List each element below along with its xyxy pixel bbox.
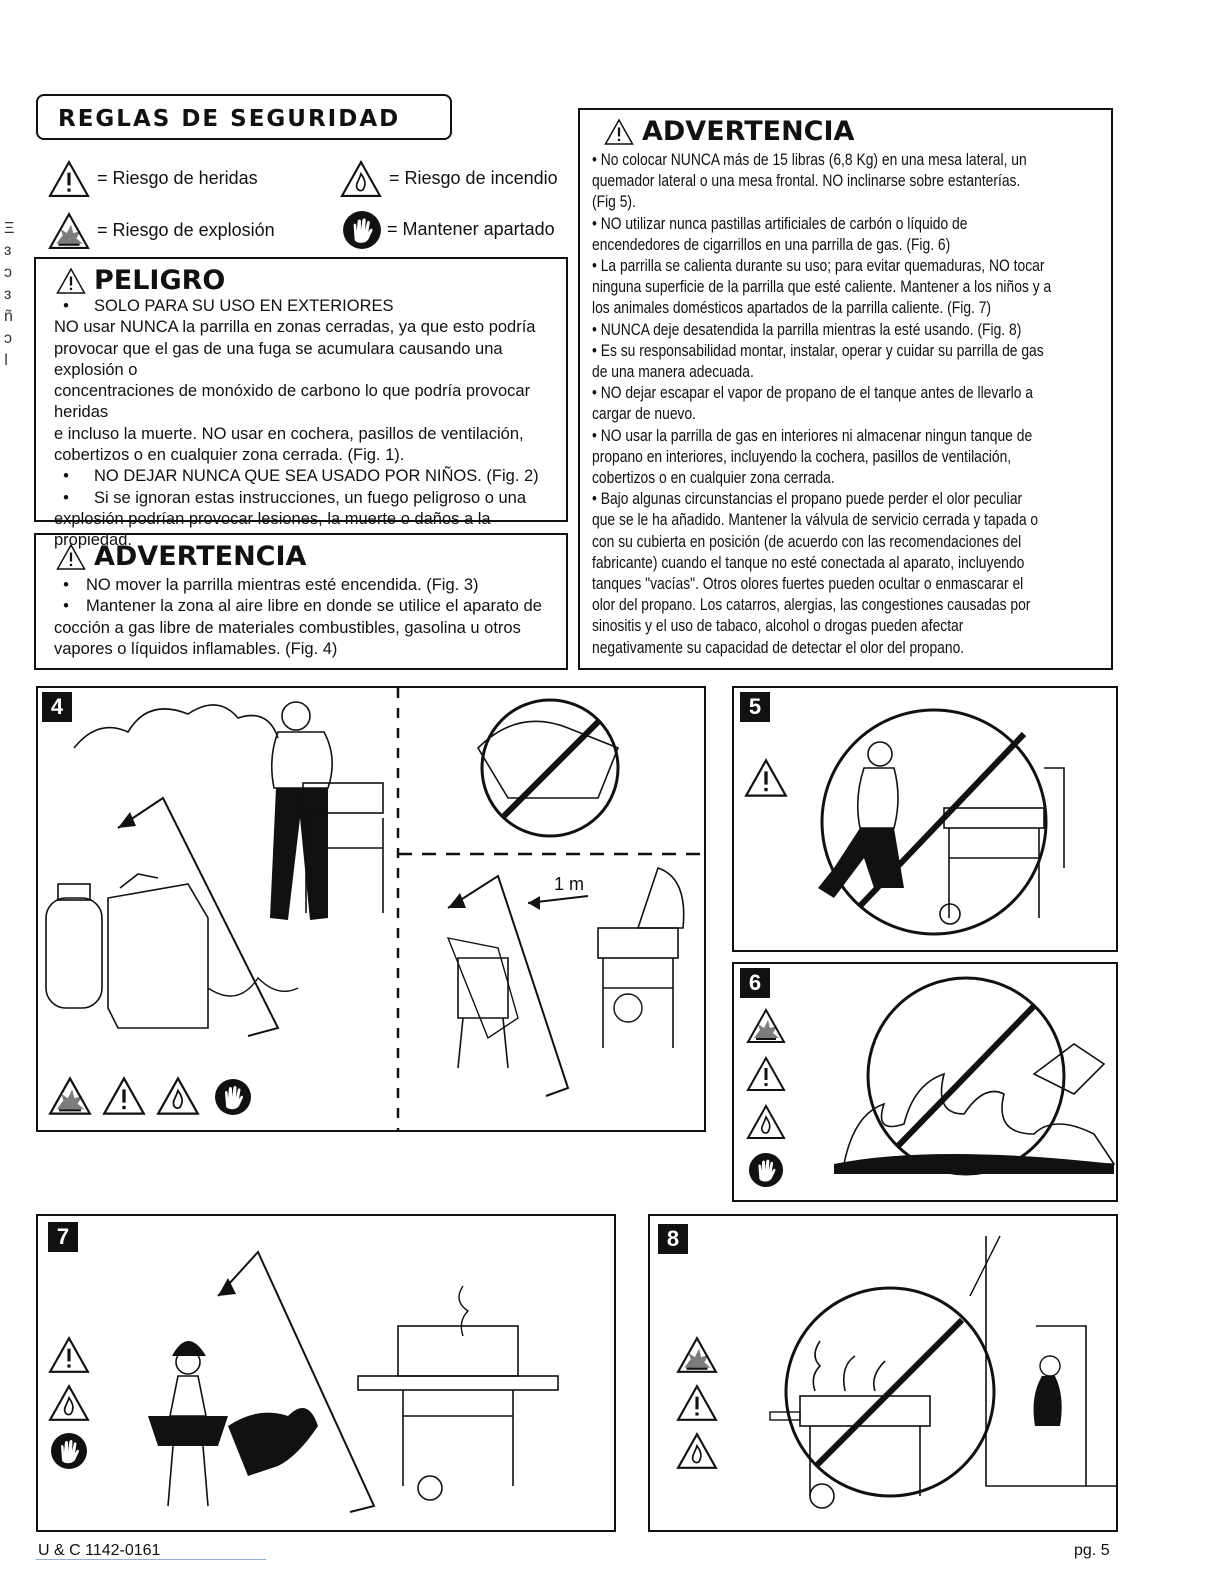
text-line: provocar que el gas de una fuga se acumulara causando una explosión o	[54, 339, 503, 379]
hand-stop-icon	[214, 1078, 252, 1116]
fire-triangle-icon	[156, 1076, 200, 1116]
fire-triangle-icon	[746, 1104, 786, 1140]
figure-number: 5	[740, 692, 770, 722]
legend-label: = Riesgo de incendio	[389, 167, 558, 188]
text-line: vapores o líquidos inflamables. (Fig. 4)	[54, 639, 338, 658]
figure-6	[732, 962, 1118, 1202]
legend-label: = Riesgo de explosión	[97, 219, 275, 240]
advertencia-left-panel	[34, 533, 568, 670]
text-line: explosión podrían provocar lesiones, la muerte o daños a la	[54, 509, 491, 528]
text-line: los animales domésticos apartados de la parrilla caliente. (Fig. 7)	[592, 299, 992, 318]
figure-4	[36, 686, 706, 1132]
text-line: • NO DEJAR NUNCA QUE SEA USADO POR NIÑOS. (Fig. 2)	[54, 467, 539, 486]
text-line: cobertizos o en cualquier zona cerrada.	[592, 469, 835, 488]
warning-triangle-icon	[746, 1056, 786, 1092]
text-line: • Mantener la zona al aire libre en donde se utilice el aparato de	[54, 597, 542, 616]
text-line: e incluso la muerte. NO usar en cochera, pasillos de ventilación,	[54, 424, 524, 443]
text-line: • NO mover la parrilla mientras esté encendida. (Fig. 3)	[54, 576, 479, 594]
text-line: • Bajo algunas circunstancias el propano puede perder el olor peculiar	[592, 490, 1023, 509]
figure-number: 7	[48, 1222, 78, 1252]
text-line: (Fig 5).	[592, 193, 636, 212]
peligro-panel	[34, 257, 568, 550]
figure-5-illustration	[734, 688, 1116, 950]
text-line: • NO usar la parrilla de gas en interiores ni almacenar ningun tanque de	[592, 426, 1033, 445]
text-line: tanques "vacías". Otros olores fuertes pueden ocultar o enmascarar el	[592, 575, 1024, 594]
text-line: • NO dejar escapar el vapor de propano de el tanque antes de llevarlo a	[592, 384, 1033, 403]
fire-triangle-icon	[48, 1384, 90, 1422]
legend-injury	[46, 160, 258, 198]
legend-keep-away	[342, 210, 555, 250]
distance-label: 1 m	[554, 874, 585, 894]
figure-number: 4	[42, 692, 72, 722]
margin-marks: Ξ ɜ ↄ ɜ ñ ɔ ǀ	[4, 220, 15, 369]
text-line: propiedad.	[54, 531, 132, 550]
text-line: • NO utilizar nunca pastillas artificiales de carbón o líquido de	[592, 214, 968, 233]
text-line: • Es su responsabilidad montar, instalar, operar y cuidar su parrilla de gas	[592, 341, 1044, 360]
warning-triangle-icon	[102, 1076, 146, 1116]
figure-8	[648, 1214, 1118, 1532]
text-line: NO usar NUNCA la parrilla en zonas cerradas, ya que esto podría	[54, 318, 536, 337]
figure-5	[732, 686, 1118, 952]
text-line: quemador lateral o una mesa frontal. NO inclinarse sobre estanterías.	[592, 172, 1021, 191]
text-line: negativamente su capacidad de detectar el olor del propano.	[592, 638, 965, 657]
advertencia-title: ADVERTENCIA	[94, 541, 307, 572]
figure-4-illustration	[38, 688, 704, 1130]
advertencia-heading	[56, 541, 306, 572]
figure-7	[36, 1214, 616, 1532]
text-line: • No colocar NUNCA más de 15 libras (6,8 Kg) en una mesa lateral, un	[592, 151, 1027, 169]
text-line: cargar de nuevo.	[592, 405, 697, 424]
page-title: REGLAS DE SEGURIDAD	[36, 94, 452, 140]
warning-triangle-icon	[48, 1336, 90, 1374]
explosion-triangle-icon	[676, 1336, 718, 1374]
legend-label: = Mantener apartado	[387, 218, 555, 239]
legend-explosion	[46, 212, 275, 250]
text-line: encendedores de cigarrillos en una parrilla de gas. (Fig. 6)	[592, 235, 951, 254]
fire-triangle-icon	[676, 1432, 718, 1470]
text-line: propano en interiores, incluyendo la cochera, pasillos de ventilación,	[592, 447, 1012, 466]
warning-triangle-icon	[56, 543, 86, 571]
text-line: cocción a gas libre de materiales combustibles, gasolina u otros	[54, 618, 521, 637]
text-line: cobertizos o en cualquier zona cerrada. (Fig. 1).	[54, 446, 405, 465]
hand-stop-icon	[748, 1152, 784, 1188]
text-line: • Si se ignoran estas instrucciones, un fuego peligroso o una	[54, 488, 527, 507]
advertencia-left-text	[54, 575, 564, 660]
advertencia-heading	[604, 116, 854, 147]
advertencia-right-panel	[578, 108, 1113, 670]
hand-stop-icon	[50, 1432, 88, 1470]
text-line: concentraciones de monóxido de carbono lo que podría provocar heridas	[54, 382, 531, 422]
figure-number: 8	[658, 1224, 688, 1254]
advertencia-right-text	[592, 150, 1096, 659]
explosion-triangle-icon	[746, 1008, 786, 1044]
legend-fire	[338, 160, 558, 198]
text-line: que se le ha añadido. Mantener la válvula de servicio cerrada y tapada o	[592, 511, 1039, 530]
explosion-triangle-icon	[48, 1076, 92, 1116]
peligro-title: PELIGRO	[94, 265, 226, 296]
warning-triangle-icon	[604, 118, 634, 146]
footer-rule	[36, 1559, 266, 1560]
figure-7-illustration	[38, 1216, 614, 1530]
text-line: • SOLO PARA SU USO EN EXTERIORES	[54, 297, 394, 315]
text-line: olor del propano. Los catarros, alergias, las congestiones causadas por	[592, 596, 1031, 615]
warning-triangle-icon	[56, 267, 86, 295]
figure-8-illustration	[650, 1216, 1116, 1530]
text-line: ninguna superficie de la parrilla que esté caliente. Mantener a los niños y a	[592, 278, 1052, 297]
text-line: con su cubierta en posición (de acuerdo con las recomendaciones del	[592, 532, 1022, 551]
figure-6-illustration	[734, 964, 1116, 1200]
text-line: fabricante) cuando el tanque no esté conectada al aparato, incluyendo	[592, 553, 1025, 572]
warning-triangle-icon	[744, 758, 788, 798]
text-line: • La parrilla se calienta durante su uso; para evitar quemaduras, NO tocar	[592, 257, 1045, 276]
document-code: U & C 1142-0161	[38, 1542, 161, 1559]
warning-triangle-icon	[46, 160, 92, 198]
hand-stop-icon	[342, 210, 382, 250]
advertencia-title: ADVERTENCIA	[642, 116, 855, 147]
page-number: pg. 5	[1074, 1542, 1110, 1559]
peligro-text	[54, 296, 564, 552]
explosion-triangle-icon	[46, 212, 92, 250]
text-line: sinositis y el uso de tabaco, alcohol o drogas pueden afectar	[592, 617, 964, 636]
legend-label: = Riesgo de heridas	[97, 167, 258, 188]
fire-triangle-icon	[338, 160, 384, 198]
figure-number: 6	[740, 968, 770, 998]
warning-triangle-icon	[676, 1384, 718, 1422]
text-line: • NUNCA deje desatendida la parrilla mientras la esté usando. (Fig. 8)	[592, 320, 1022, 339]
text-line: de una manera adecuada.	[592, 363, 754, 382]
peligro-heading	[56, 265, 225, 296]
